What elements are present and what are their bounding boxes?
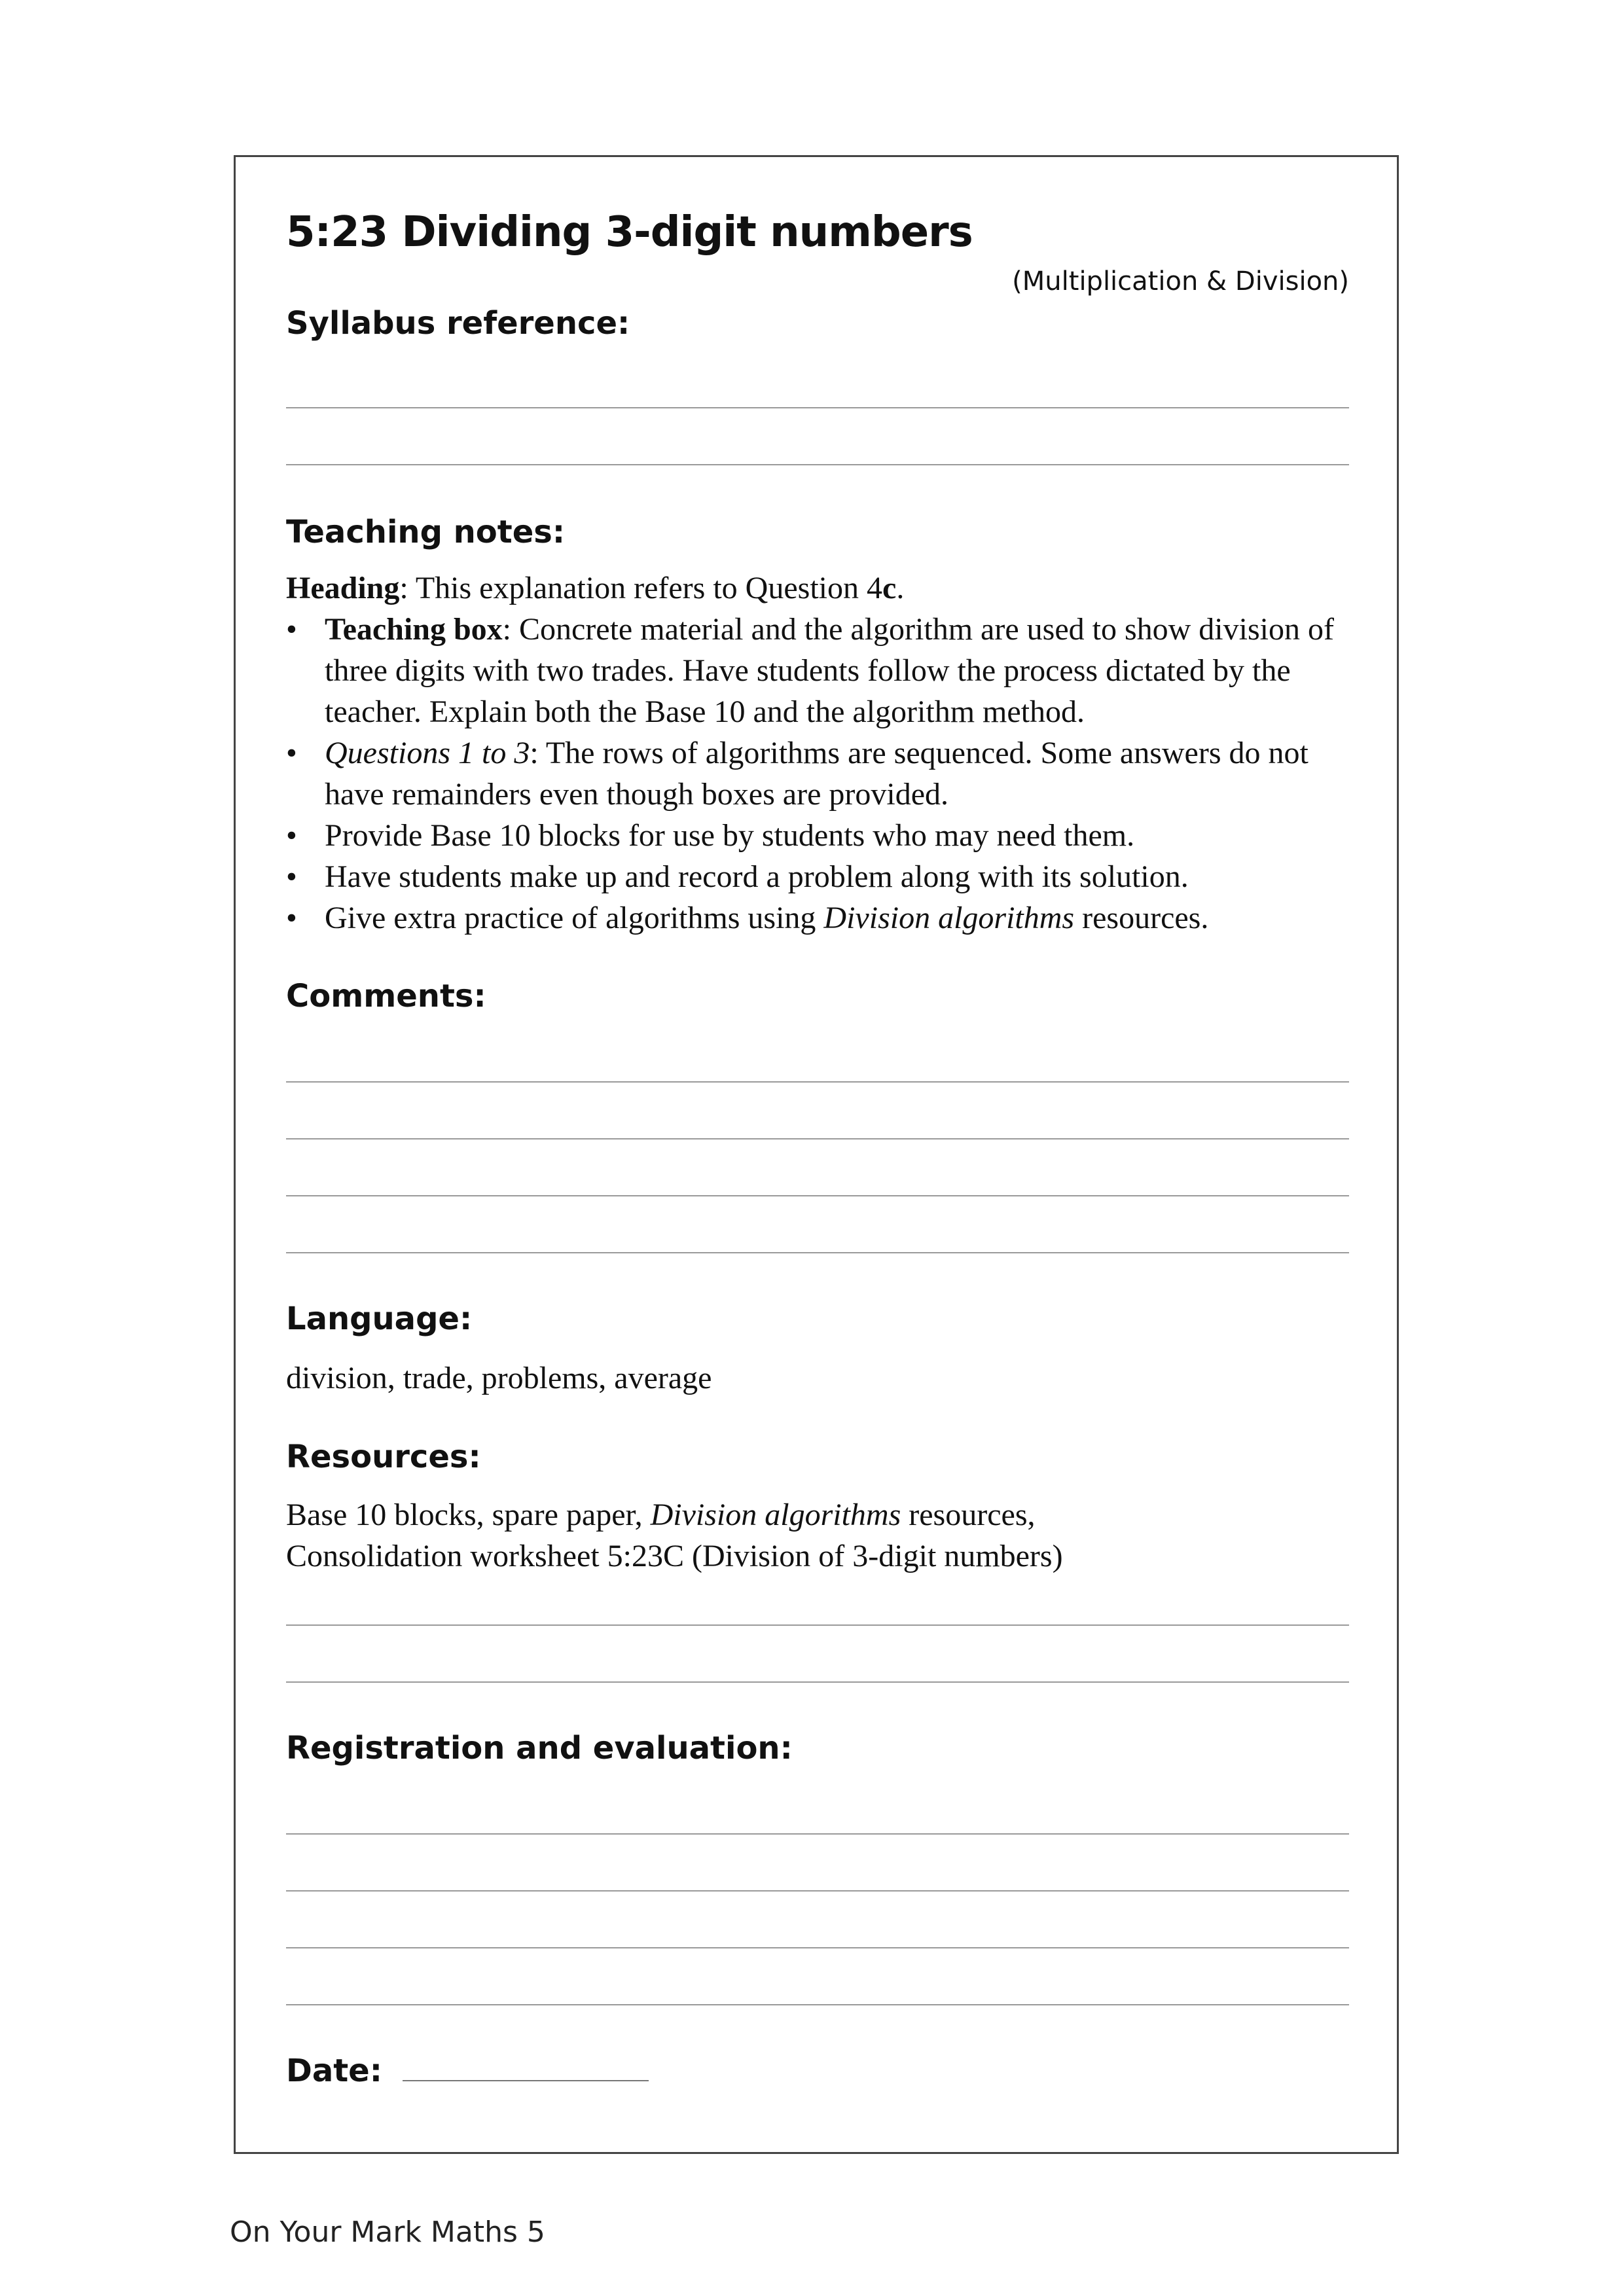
bullet-italic: Division algorithms — [823, 901, 1075, 935]
intro-label: Heading — [286, 571, 400, 605]
syllabus-line-2[interactable] — [286, 464, 1349, 465]
bullet-glyph: • — [286, 901, 297, 935]
resources-line-blank-2[interactable] — [286, 1681, 1349, 1683]
comments-line-4[interactable] — [286, 1252, 1349, 1253]
bullet-text: Have students make up and record a problem along with its solution. — [325, 859, 1189, 894]
bullet-label: Teaching box — [325, 612, 503, 647]
page-frame — [234, 155, 1399, 2154]
page-footer: On Your Mark Maths 5 — [230, 2215, 545, 2249]
date-label: Date: — [286, 2053, 382, 2089]
resources-italic: Division algorithms — [650, 1498, 901, 1532]
list-item — [286, 856, 1360, 897]
bullet-glyph: • — [286, 612, 297, 647]
resources-text-b: resources, — [901, 1498, 1036, 1532]
registration-line-4[interactable] — [286, 2004, 1349, 2005]
language-heading: Language: — [286, 1300, 473, 1337]
comments-line-3[interactable] — [286, 1195, 1349, 1196]
registration-line-1[interactable] — [286, 1833, 1349, 1835]
comments-line-1[interactable] — [286, 1081, 1349, 1083]
page-title: 5:23 Dividing 3-digit numbers — [286, 208, 973, 257]
resources-line-1 — [286, 1494, 1386, 1535]
resources-heading: Resources: — [286, 1439, 481, 1475]
resources-text-a: Base 10 blocks, spare paper, — [286, 1498, 651, 1532]
teaching-bullets — [286, 609, 1360, 939]
intro-question-letter: c — [882, 571, 897, 605]
resources-line-2: Consolidation worksheet 5:23C (Division of 3-digit numbers) — [286, 1539, 1063, 1573]
registration-heading: Registration and evaluation: — [286, 1730, 793, 1767]
bullet-glyph: • — [286, 818, 297, 853]
bullet-label: Questions 1 to 3 — [325, 736, 530, 770]
bullet-text: Provide Base 10 blocks for use by students who may need them. — [325, 818, 1135, 853]
comments-line-2[interactable] — [286, 1138, 1349, 1139]
list-item — [286, 732, 1360, 815]
registration-line-3[interactable] — [286, 1947, 1349, 1948]
bullet-glyph: • — [286, 859, 297, 894]
comments-heading: Comments: — [286, 978, 486, 1014]
bullet-text: : The rows of algorithms are sequenced. Some answers do not have remainders even though boxes are provided. — [325, 736, 1308, 812]
teaching-notes-heading: Teaching notes: — [286, 514, 566, 550]
teaching-intro — [286, 567, 1360, 609]
resources-text — [286, 1494, 1386, 1577]
list-item — [286, 897, 1360, 939]
bullet-text: Give extra practice of algorithms using — [325, 901, 824, 935]
teaching-notes — [286, 567, 1360, 939]
syllabus-line-1[interactable] — [286, 407, 1349, 408]
list-item — [286, 609, 1360, 732]
date-field[interactable] — [403, 2080, 649, 2081]
syllabus-heading: Syllabus reference: — [286, 305, 630, 342]
list-item — [286, 815, 1360, 856]
language-text: division, trade, problems, average — [286, 1361, 712, 1395]
bullet-glyph: • — [286, 736, 297, 770]
strand-label: (Multiplication & Division) — [1012, 266, 1349, 296]
intro-text: : This explanation refers to Question 4 — [399, 571, 882, 605]
intro-end: . — [896, 571, 905, 605]
bullet-text: : Concrete material and the algorithm are used to show division of three digits with two trades. Have students follow the process dictated by the teacher. Explain both the Base 10 and the algorithm method. — [325, 612, 1334, 729]
registration-line-2[interactable] — [286, 1890, 1349, 1892]
bullet-text-end: resources. — [1074, 901, 1209, 935]
resources-line-blank-1[interactable] — [286, 1624, 1349, 1626]
